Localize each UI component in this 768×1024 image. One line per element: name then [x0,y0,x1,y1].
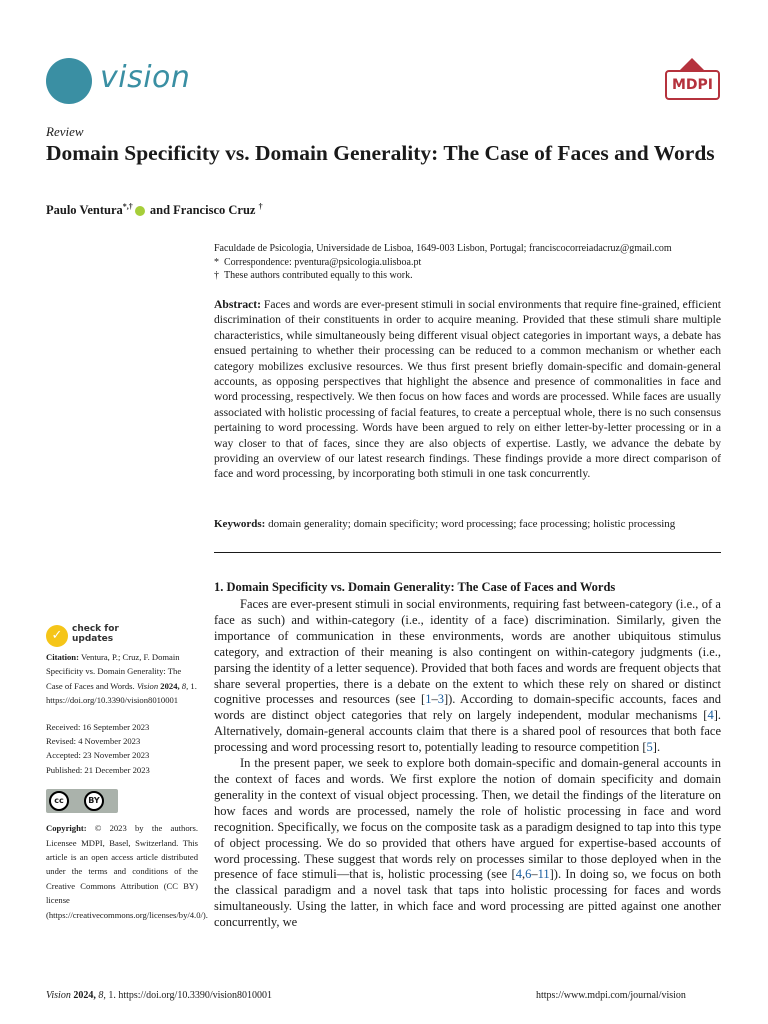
affiliation-line: Faculdade de Psicologia, Universidade de Lisboa, 1649-003 Lisbon, Portugal; franciscocorreiadacruz@gmail.com [214,243,672,254]
article-type: Review [46,124,84,139]
paragraph-2: In the present paper, we seek to explore both domain-specific and domain-general accounts in the context of faces and words. We first explore the notion of domain specificity and domain generality in the context of visual object processing. Then, we detail the findings of the literature on how faces and words are processed, namely the role of holistic processing in face and word recognition. Specifically, we focus on the composite task as a paradigm designed to tap into this type of object processing. We do so provided that others have argued for expertise-based accounts of word processing. These suggest that words rely on processes similar to those deployed when in the presence of face stimuli—that is, holistic processing (see [4,6–11]). In doing so, we focus on both the classical paradigm and a novel task that taps into holistic processing for faces and words simultaneously. Using the latter, in which face and word processing are pitted against one another concurrently, we [214,756,721,930]
mdpi-logo: MDPI [665,70,720,100]
citation-doi[interactable]: 1. https://doi.org/10.3390/vision8010001 [46,680,197,706]
footer-journal-url[interactable]: https://www.mdpi.com/journal/vision [536,990,686,1001]
check-for-updates-icon[interactable]: ✓ [46,625,68,647]
footer-doi[interactable]: 1. https://doi.org/10.3390/vision8010001 [108,990,273,1001]
mdpi-logo-roof-icon [680,58,704,70]
abstract [214,297,721,482]
paragraph-1: Faces are ever-present stimuli in social environments, requiring fast between-category (i.e., of a face as such) and within-category (i.e., identity of a face) discrimination. Similarly, given the importance of communication in these environments, words are another ubiquitous stimulus category, and extraction of their meaning is also contingent on within-category judgments (i.e., parsing the identity of a letter sequence). Provided that both faces and words are frequent objects that share several properties, there is a debate on the extent to which these rely on shared or distinct cognitive processes and resources (see [1–3]). According to domain-specific accounts, faces and words are distinct object categories that rely on largely independent, modular mechanisms [4]. Alternatively, domain-general accounts claim that there is a shared pool of resources that both face processing and word processing resort to, potentially leading to resource competition [5]. [214,597,721,755]
author-ventura[interactable]: Paulo Ventura [46,203,123,218]
keywords-text: domain generality; domain specificity; word processing; face processing; holistic processing [268,518,676,530]
cc-icon: cc [49,791,69,811]
keywords [214,518,734,530]
citation-link[interactable]: 1 [425,692,432,707]
citation-link[interactable]: 3 [437,692,444,707]
correspondence: Correspondence: pventura@psicologia.ulisboa.pt [224,256,422,268]
published-date: Published: 21 December 2023 [46,764,150,775]
correspondence-mark: * [214,256,219,268]
author-ventura-marks: *,† [122,202,133,211]
sidebar [46,650,208,922]
author-cruz[interactable]: and Francisco Cruz [149,203,256,218]
citation-link[interactable]: 4 [707,708,714,723]
citation-link[interactable]: 6 [525,867,532,882]
section-title: 1. Domain Specificity vs. Domain Generality: The Case of Faces and Words [214,580,616,594]
affiliations [214,242,734,283]
author-cruz-marks: † [258,202,263,211]
journal-name: vision [100,60,191,95]
revised-date: Revised: 4 November 2023 [46,736,141,747]
equal-contribution-mark: † [214,270,219,281]
equal-contribution: These authors contributed equally to this work. [224,270,413,281]
body-text [214,597,721,931]
vision-logo-icon [46,58,92,104]
keywords-label: Keywords: [214,518,266,530]
by-icon: BY [84,791,104,811]
section-divider [214,552,721,553]
dates-block [46,720,198,778]
received-date: Received: 16 September 2023 [46,721,150,732]
citation-link[interactable]: 5 [646,740,653,755]
copyright-block: Copyright: © 2023 by the authors. Licensee MDPI, Basel, Switzerland. This article is an open access article distributed under the terms and conditions of the Creative Commons Attribution (CC BY) license (https://creativecommons.org/licenses/by/4.0/). [46,823,208,920]
article-title: Domain Specificity vs. Domain Generality: The Case of Faces and Words [46,141,715,165]
orcid-icon[interactable] [135,206,145,216]
citation-link[interactable]: 11 [537,867,550,882]
check-for-updates-button[interactable]: check for updates [72,624,119,644]
citation-link[interactable]: 4 [515,867,522,882]
author-list [46,202,263,218]
cc-by-license-badge[interactable] [46,789,118,813]
citation-block: Citation: Ventura, P.; Cruz, F. Domain Specificity vs. Domain Generality: The Case of Faces and Words. Vision 2024, 8, 1. https://doi.org/10.3390/vision8010001 [46,652,197,706]
footer-citation: Vision 2024, 8, 1. https://doi.org/10.3390/vision8010001 [46,990,273,1001]
abstract-text: Faces and words are ever-present stimuli in social environments that require fine-grained, efficient discrimination of their constituents in order to acquire meaning. Provided that these stimuli share multiple characteristics, while simultaneously being different visual object categories in important ways, a debate has ensued pertaining to whether their processing can be reduced to a common mechanism or whether each category mobilizes exclusive resources. We thus first present briefly domain-specific and domain-general accounts, as opposing perspectives that highlight the absence and presence of commonalities in face and word processing, respectively. We then focus on how faces and words are processed. While faces are usually associated with holistic processing of facial features, to create a perceptual whole, there is no such consensus pertaining to word processing. Words have been argued to rely on either letter-by-letter processing or in a way closer to that of faces, since they are also objects of expertise. Lastly, we advance the debate by providing an overview of our latest research findings. These findings provide a more direct comparison of face and word processing, by incorporating both stimuli in one task concurrently. [214,298,721,481]
abstract-label: Abstract: [214,298,262,311]
accepted-date: Accepted: 23 November 2023 [46,750,150,761]
